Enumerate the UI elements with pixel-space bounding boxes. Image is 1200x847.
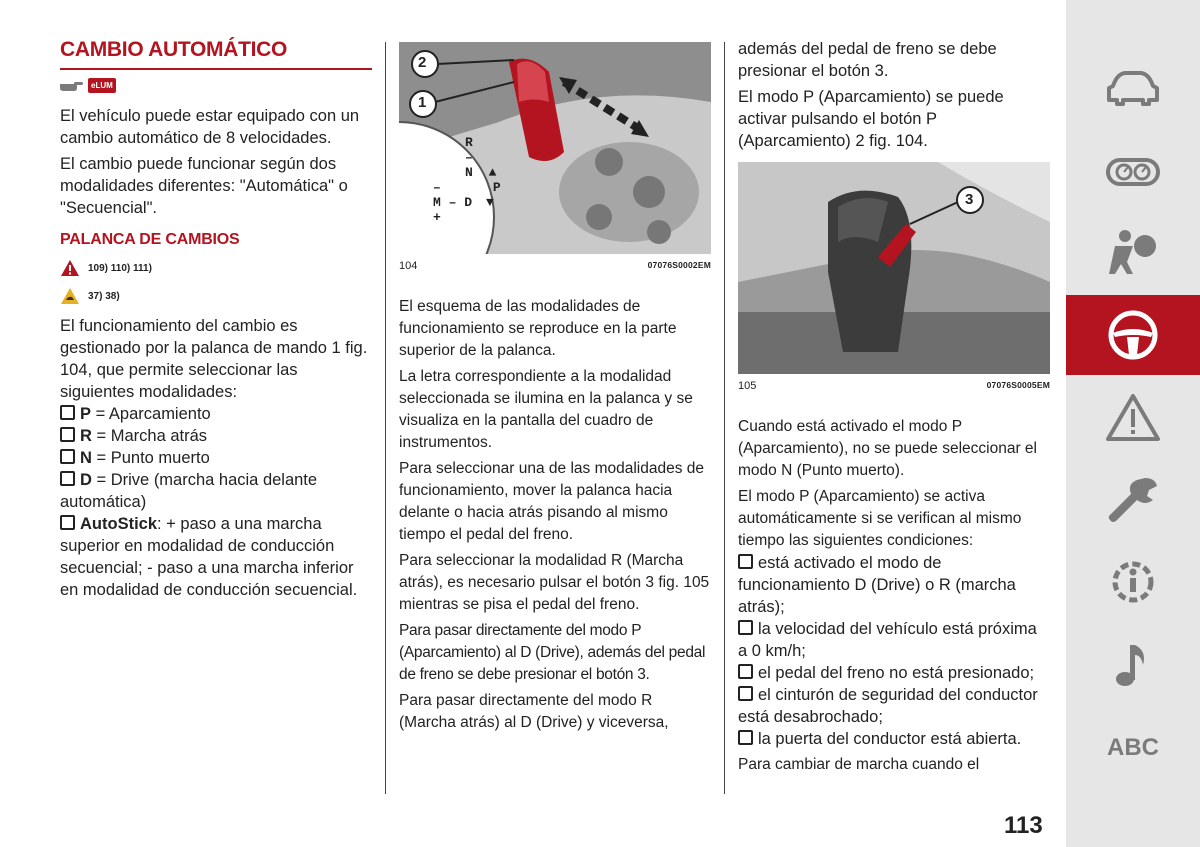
list-item: el cinturón de seguridad del conductor está desabrochado;: [738, 686, 1038, 726]
abc-icon: ABC: [1107, 734, 1159, 761]
paragraph: Para cambiar de marcha cuando el: [738, 756, 980, 773]
paragraph: El esquema de las modalidades de funcionamiento se reproduce en la parte superior de la palanca.: [399, 298, 677, 359]
list-item: D = Drive (marcha hacia delante automática): [60, 471, 318, 511]
paragraph: Para seleccionar una de las modalidades de funcionamiento, mover la palanca hacia delante o hacia atrás pisando al mismo tiempo el pedal del freno.: [399, 460, 705, 543]
list-item: está activado el modo de funcionamiento D (Drive) o R (marcha atrás);: [738, 554, 1016, 616]
reverse-button-photo: [738, 162, 1050, 374]
subsection-title: PALANCA DE CAMBIOS: [60, 231, 240, 248]
column-divider: [724, 42, 725, 794]
callout-3: 3: [965, 191, 974, 208]
sidebar-item-driving[interactable]: [1066, 295, 1200, 375]
paragraph: además del pedal de freno se debe presionar el botón 3.: [738, 40, 997, 80]
column-3: [738, 38, 1050, 780]
wrench-icon: [1105, 472, 1161, 528]
paragraph: La letra correspondiente a la modalidad seleccionada se ilumina en la palanca y se visualiza en la pantalla del cuadro de instrumentos.: [399, 368, 693, 451]
list-item: N = Punto muerto: [60, 447, 372, 469]
paragraph: Para seleccionar la modalidad R (Marcha atrás), es necesario pulsar el botón 3 fig. 105 mientras se pisa el pedal del freno.: [399, 552, 710, 613]
paragraph: Para pasar directamente del modo P (Aparcamiento) al D (Drive), además del pedal de freno se debe presionar el botón 3.: [399, 622, 706, 683]
chapter-sidebar: [1066, 0, 1200, 847]
caution-triangle-icon: [60, 287, 80, 305]
figure-104-caption: [399, 260, 711, 272]
dashboard-icon: [1105, 152, 1161, 192]
paragraph: Cuando está activado el modo P (Aparcamiento), no se puede seleccionar el modo N (Punto muerto).: [738, 418, 1037, 479]
column-2: [399, 42, 711, 738]
callout-1: 1: [418, 94, 427, 111]
pointing-hand-icon: [60, 79, 84, 93]
sidebar-item-index[interactable]: [1066, 708, 1200, 788]
list-item: R = Marcha atrás: [60, 425, 372, 447]
lever-paragraph: El funcionamiento del cambio es gestionado por la palanca de mando 1 fig. 104, que permite seleccionar las siguientes modalidades:: [60, 317, 368, 401]
column-1: [60, 38, 372, 601]
caution-refs: 37) 38): [88, 290, 120, 302]
sidebar-item-emergency[interactable]: [1066, 460, 1200, 540]
figure-105-caption: [738, 380, 1050, 392]
sidebar-item-safety[interactable]: [1066, 212, 1200, 292]
paragraph: El modo P (Aparcamiento) se activa automáticamente si se verifican al mismo tiempo las siguientes condiciones:: [738, 488, 1022, 549]
page-number: 113: [1004, 812, 1043, 839]
info-gear-icon: [1105, 554, 1161, 610]
title-rule: [60, 68, 372, 70]
warning-triangle-icon: [1105, 393, 1161, 443]
column-divider: [385, 42, 386, 794]
caution-reference: [60, 287, 372, 305]
sidebar-item-multimedia[interactable]: [1066, 625, 1200, 705]
sidebar-item-maintenance[interactable]: [1066, 542, 1200, 622]
warning-refs: 109) 110) 111): [88, 262, 152, 274]
intro-paragraph-2: El cambio puede funcionar según dos modalidades diferentes: "Automática" o "Secuencial".: [60, 155, 348, 217]
paragraph: El modo P (Aparcamiento) se puede activar pulsando el botón P (Aparcamiento) 2 fig. 104.: [738, 88, 1004, 150]
paragraph: Para pasar directamente del modo R (Marcha atrás) al D (Drive) y viceversa,: [399, 692, 669, 731]
section-title: CAMBIO AUTOMÁTICO: [60, 38, 288, 61]
sidebar-item-car[interactable]: [1066, 48, 1200, 128]
figure-code: 07076S0005EM: [986, 380, 1050, 390]
shift-pattern: R – N ▲ – P M – D ▼ +: [433, 135, 501, 225]
steering-wheel-icon: [1105, 307, 1161, 363]
airbag-icon: [1105, 228, 1161, 276]
sidebar-item-warnings[interactable]: [1066, 378, 1200, 458]
figure-code: 07076S0002EM: [647, 260, 711, 270]
callout-2: 2: [418, 54, 427, 71]
list-item: P = Aparcamiento: [60, 403, 372, 425]
figure-105: [738, 162, 1050, 374]
figure-104: [399, 42, 711, 254]
elum-indicator: [60, 78, 372, 93]
list-item: AutoStick: + paso a una marcha superior en modalidad de conducción secuencial; - paso a una marcha inferior en modalidad de conducción secuencial.: [60, 515, 358, 599]
figure-number: 105: [738, 380, 757, 392]
intro-paragraph-1: El vehículo puede estar equipado con un cambio automático de 8 velocidades.: [60, 107, 360, 147]
figure-number: 104: [399, 260, 418, 272]
list-item: el pedal del freno no está presionado;: [738, 662, 1050, 684]
list-item: la velocidad del vehículo está próxima a 0 km/h;: [738, 620, 1037, 660]
sidebar-item-dashboard[interactable]: [1066, 132, 1200, 212]
car-icon: [1105, 68, 1161, 108]
warning-reference: [60, 259, 372, 277]
warning-triangle-icon: [60, 259, 80, 277]
list-item: la puerta del conductor está abierta.: [738, 728, 1050, 750]
elum-badge: eLUM: [88, 78, 116, 93]
music-note-icon: [1105, 637, 1161, 693]
